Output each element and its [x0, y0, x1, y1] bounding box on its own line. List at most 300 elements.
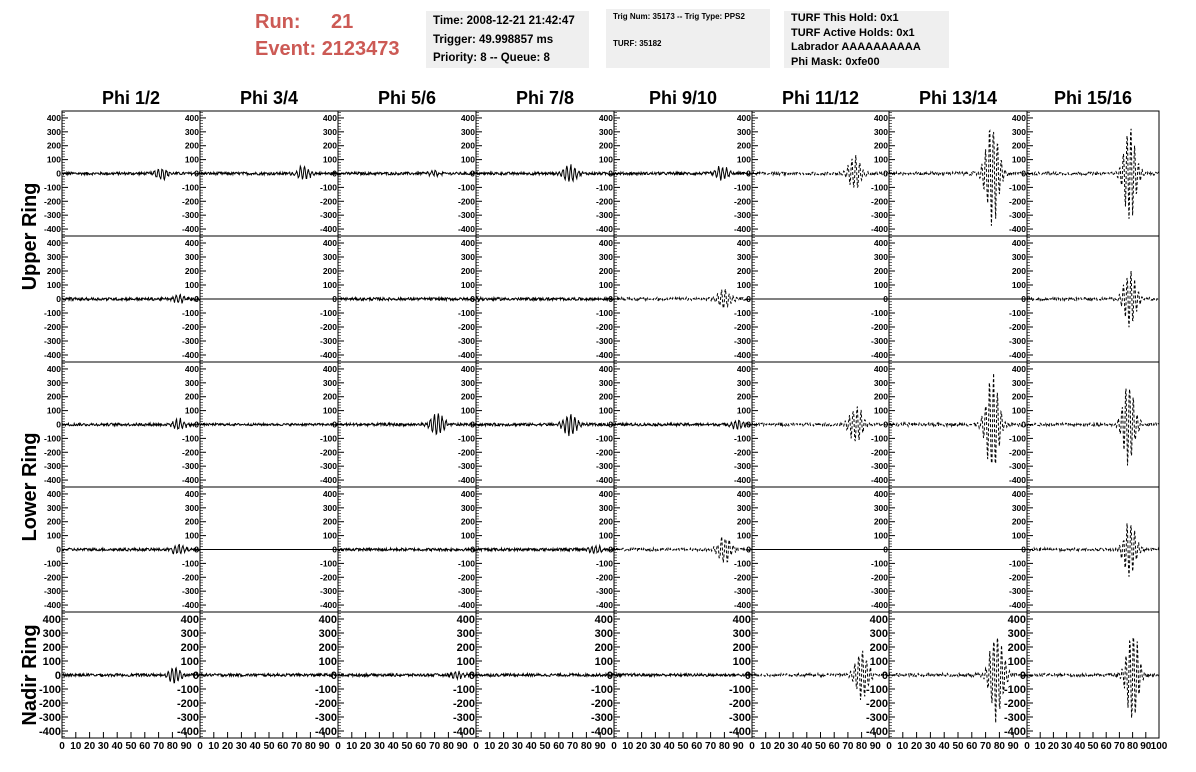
- y-tick-label: 300: [873, 502, 888, 513]
- y-tick-label: 100: [598, 405, 613, 416]
- x-tick-label: 0: [335, 741, 341, 752]
- y-tick-label: 100: [873, 405, 888, 416]
- y-tick-label: -200: [733, 321, 751, 332]
- x-tick-label: 60: [828, 741, 840, 752]
- y-tick-label: -200: [595, 321, 613, 332]
- y-tick-label: -400: [181, 349, 199, 360]
- y-tick-label: 300: [460, 126, 475, 137]
- y-tick-label: 300: [1011, 502, 1026, 513]
- y-tick-label: 200: [322, 265, 337, 276]
- y-tick-label: -100: [733, 558, 751, 569]
- y-tick-label: -400: [590, 725, 613, 738]
- y-tick-label: -400: [457, 224, 475, 235]
- y-tick-label: -400: [733, 475, 751, 486]
- x-tick-label: 50: [401, 741, 413, 752]
- y-tick-label: -400: [1003, 725, 1026, 738]
- y-tick-label: 100: [460, 530, 475, 541]
- y-tick-label: 300: [1011, 251, 1026, 262]
- x-tick-label: 0: [749, 741, 755, 752]
- x-tick-label: 60: [277, 741, 289, 752]
- y-tick-label: 300: [184, 502, 199, 513]
- y-tick-label: -100: [733, 433, 751, 444]
- y-tick-label: -100: [457, 558, 475, 569]
- y-tick-label: 100: [460, 279, 475, 290]
- run-value: 21: [331, 11, 354, 33]
- x-tick-label: 10: [70, 741, 82, 752]
- y-tick-label: -200: [181, 447, 199, 458]
- column-header: Phi 3/4: [239, 88, 299, 108]
- y-tick-label: 200: [322, 391, 337, 402]
- y-tick-label: 100: [184, 530, 199, 541]
- y-tick-label: 100: [873, 154, 888, 165]
- y-tick-label: 0: [330, 669, 337, 682]
- y-tick-label: 400: [322, 363, 337, 374]
- x-tick-label: 10: [484, 741, 496, 752]
- labrador-text: Labrador AAAAAAAAAA: [791, 41, 921, 53]
- y-tick-label: 200: [46, 516, 61, 527]
- y-tick-label: -200: [457, 447, 475, 458]
- x-tick-label: 40: [525, 741, 537, 752]
- waveform-trace: [889, 373, 1027, 463]
- x-tick-label: 60: [1100, 741, 1112, 752]
- y-tick-label: -200: [43, 447, 61, 458]
- y-tick-label: -200: [728, 697, 751, 710]
- y-tick-label: 0: [883, 168, 888, 179]
- y-tick-label: 300: [180, 627, 199, 640]
- x-tick-label: 30: [373, 741, 385, 752]
- x-tick-label: 10: [1034, 741, 1046, 752]
- y-tick-label: -100: [865, 683, 888, 696]
- row-label: Nadir Ring: [19, 624, 41, 726]
- x-tick-label: 20: [636, 741, 648, 752]
- y-tick-label: -300: [181, 335, 199, 346]
- y-tick-label: 200: [180, 641, 199, 654]
- y-tick-label: 200: [184, 391, 199, 402]
- y-tick-label: -400: [1008, 600, 1026, 611]
- x-tick-label: 50: [677, 741, 689, 752]
- y-tick-label: 0: [470, 419, 475, 430]
- waveform-trace: [1027, 271, 1159, 327]
- y-tick-label: -300: [733, 335, 751, 346]
- y-tick-label: -400: [181, 475, 199, 486]
- y-tick-label: -400: [728, 725, 751, 738]
- y-tick-label: -400: [870, 600, 888, 611]
- y-tick-label: -300: [1008, 210, 1026, 221]
- y-tick-label: 200: [46, 391, 61, 402]
- y-tick-label: 0: [744, 669, 751, 682]
- y-tick-label: -400: [319, 349, 337, 360]
- x-tick-label: 20: [84, 741, 96, 752]
- y-tick-label: 100: [1011, 405, 1026, 416]
- x-tick-label: 50: [814, 741, 827, 752]
- y-tick-label: 200: [598, 140, 613, 151]
- y-tick-label: -100: [38, 683, 61, 696]
- x-tick-label: 20: [222, 741, 234, 752]
- event-label: Event:: [255, 38, 317, 60]
- x-tick-label: 90: [732, 741, 744, 752]
- y-tick-label: 0: [608, 544, 613, 555]
- y-tick-label: -300: [176, 711, 199, 724]
- y-tick-label: 200: [873, 140, 888, 151]
- y-tick-label: 200: [42, 641, 61, 654]
- y-tick-label: -100: [43, 558, 61, 569]
- column-header: Phi 15/16: [1053, 88, 1133, 108]
- y-tick-label: 400: [46, 363, 61, 374]
- y-tick-label: 100: [736, 530, 751, 541]
- x-tick-label: 90: [1140, 741, 1152, 752]
- y-tick-label: -400: [43, 600, 61, 611]
- y-tick-label: -400: [457, 600, 475, 611]
- y-tick-label: 100: [322, 279, 337, 290]
- waveform-trace: [1027, 389, 1159, 466]
- x-tick-label: 40: [801, 741, 813, 752]
- x-tick-label: 80: [993, 741, 1005, 752]
- y-tick-label: 400: [184, 112, 199, 123]
- x-tick-label: 30: [649, 741, 661, 752]
- y-tick-label: -400: [43, 224, 61, 235]
- y-tick-label: -300: [1003, 711, 1026, 724]
- y-tick-label: -300: [595, 461, 613, 472]
- x-tick-label: 60: [691, 741, 703, 752]
- y-tick-label: -200: [319, 447, 337, 458]
- y-tick-label: 400: [1011, 363, 1026, 374]
- y-tick-label: -200: [870, 572, 888, 583]
- y-tick-label: 100: [184, 279, 199, 290]
- y-tick-label: 200: [869, 641, 888, 654]
- x-tick-label: 30: [1061, 741, 1073, 752]
- y-tick-label: 400: [736, 363, 751, 374]
- y-tick-label: -400: [1008, 475, 1026, 486]
- y-tick-label: -100: [457, 307, 475, 318]
- turf-active-holds-text: TURF Active Holds: 0x1: [791, 26, 915, 39]
- y-tick-label: -200: [457, 321, 475, 332]
- y-tick-label: 100: [598, 279, 613, 290]
- y-tick-label: 300: [1011, 377, 1026, 388]
- y-tick-label: -200: [595, 196, 613, 207]
- x-tick-label: 80: [1127, 741, 1139, 752]
- x-tick-label: 80: [718, 741, 730, 752]
- y-tick-label: 400: [180, 613, 199, 626]
- y-tick-label: -400: [452, 725, 475, 738]
- y-tick-label: -100: [457, 182, 475, 193]
- y-tick-label: -300: [452, 711, 475, 724]
- y-tick-label: 100: [1011, 530, 1026, 541]
- y-tick-label: 300: [460, 251, 475, 262]
- y-tick-label: 400: [456, 613, 475, 626]
- y-tick-label: -200: [181, 196, 199, 207]
- y-tick-label: 400: [873, 112, 888, 123]
- y-tick-label: -200: [43, 572, 61, 583]
- y-tick-label: 300: [869, 627, 888, 640]
- y-tick-label: 400: [460, 112, 475, 123]
- y-tick-label: 200: [460, 516, 475, 527]
- y-tick-label: -300: [38, 711, 61, 724]
- y-tick-label: 100: [318, 655, 337, 668]
- y-tick-label: 400: [460, 488, 475, 499]
- x-tick-label: 70: [429, 741, 441, 752]
- y-tick-label: -300: [457, 210, 475, 221]
- y-tick-label: 0: [192, 669, 199, 682]
- y-tick-label: 100: [1011, 154, 1026, 165]
- y-tick-label: -400: [595, 349, 613, 360]
- y-tick-label: -300: [181, 586, 199, 597]
- y-tick-label: -200: [314, 697, 337, 710]
- y-tick-label: -200: [38, 697, 61, 710]
- waveform-trace: [338, 671, 476, 679]
- y-tick-label: 300: [873, 251, 888, 262]
- waveform-trace: [614, 537, 752, 563]
- waveform-trace: [1027, 638, 1159, 718]
- y-tick-label: 300: [46, 126, 61, 137]
- x-tick-label: 0: [1024, 741, 1030, 752]
- waveform-trace: [614, 166, 752, 180]
- y-tick-label: 0: [56, 293, 61, 304]
- turf-this-hold-text: TURF This Hold: 0x1: [791, 12, 899, 24]
- y-tick-label: 300: [598, 502, 613, 513]
- y-tick-label: 0: [468, 669, 475, 682]
- y-tick-label: 0: [194, 168, 199, 179]
- y-tick-label: 100: [46, 154, 61, 165]
- x-tick-label: 70: [842, 741, 854, 752]
- y-tick-label: 400: [598, 488, 613, 499]
- y-tick-label: -400: [457, 475, 475, 486]
- y-tick-label: -100: [319, 433, 337, 444]
- waveform-trace: [200, 674, 338, 677]
- column-header: Phi 5/6: [377, 88, 437, 108]
- y-tick-label: -300: [595, 586, 613, 597]
- x-tick-label: 50: [263, 741, 275, 752]
- y-tick-label: -200: [1008, 447, 1026, 458]
- y-tick-label: 0: [606, 669, 613, 682]
- x-tick-label: 100: [1150, 741, 1168, 752]
- y-tick-label: -400: [595, 224, 613, 235]
- y-tick-label: 100: [594, 655, 613, 668]
- y-tick-label: -100: [181, 433, 199, 444]
- waveform-trace: [62, 544, 200, 554]
- y-tick-label: -400: [870, 349, 888, 360]
- y-tick-label: 300: [42, 627, 61, 640]
- y-tick-label: -200: [181, 572, 199, 583]
- y-tick-label: -400: [733, 224, 751, 235]
- y-tick-label: 200: [873, 391, 888, 402]
- row-label: Lower Ring: [19, 432, 41, 542]
- y-tick-label: 300: [736, 502, 751, 513]
- waveform-trace: [614, 289, 752, 308]
- y-tick-label: 300: [318, 627, 337, 640]
- y-tick-label: 200: [598, 265, 613, 276]
- y-tick-label: -100: [870, 182, 888, 193]
- waveform-trace: [200, 166, 338, 179]
- y-tick-label: -200: [733, 196, 751, 207]
- y-tick-label: 200: [184, 265, 199, 276]
- waveform-trace: [476, 674, 614, 677]
- x-tick-label: 90: [869, 741, 881, 752]
- y-tick-label: 0: [194, 544, 199, 555]
- y-tick-label: 300: [736, 126, 751, 137]
- y-tick-label: -100: [181, 182, 199, 193]
- y-tick-label: 0: [332, 544, 337, 555]
- y-tick-label: -300: [43, 335, 61, 346]
- y-tick-label: -300: [870, 461, 888, 472]
- waveform-trace: [476, 297, 614, 302]
- y-tick-label: 100: [869, 655, 888, 668]
- x-tick-label: 90: [318, 741, 330, 752]
- y-tick-label: 300: [322, 126, 337, 137]
- y-tick-label: 200: [736, 140, 751, 151]
- y-tick-label: 200: [184, 516, 199, 527]
- y-tick-label: 200: [1011, 516, 1026, 527]
- y-tick-label: 300: [873, 377, 888, 388]
- y-tick-label: -300: [733, 461, 751, 472]
- y-tick-label: 300: [184, 126, 199, 137]
- y-tick-label: -100: [870, 433, 888, 444]
- y-tick-label: -300: [181, 210, 199, 221]
- x-tick-label: 10: [622, 741, 634, 752]
- y-tick-label: 100: [322, 154, 337, 165]
- y-tick-label: 400: [184, 363, 199, 374]
- y-tick-label: 200: [460, 265, 475, 276]
- y-tick-label: 400: [869, 613, 888, 626]
- x-tick-label: 40: [249, 741, 261, 752]
- y-tick-label: -300: [43, 461, 61, 472]
- y-tick-label: -300: [319, 586, 337, 597]
- y-tick-label: 100: [736, 279, 751, 290]
- turf-number-text: TURF: 35182: [613, 39, 662, 48]
- y-tick-label: -300: [43, 586, 61, 597]
- waveform-trace: [338, 414, 476, 435]
- y-tick-label: 0: [56, 544, 61, 555]
- y-tick-label: 200: [460, 391, 475, 402]
- y-tick-label: 300: [736, 251, 751, 262]
- y-tick-label: 100: [732, 655, 751, 668]
- x-tick-label: 50: [125, 741, 137, 752]
- y-tick-label: -100: [319, 182, 337, 193]
- x-tick-label: 0: [197, 741, 203, 752]
- y-tick-label: 300: [873, 126, 888, 137]
- x-tick-label: 80: [580, 741, 592, 752]
- x-tick-label: 20: [360, 741, 372, 752]
- time-text: Time: 2008-12-21 21:42:47: [433, 15, 575, 27]
- x-tick-label: 90: [456, 741, 468, 752]
- y-tick-label: -200: [1008, 572, 1026, 583]
- waveform-trace: [1027, 129, 1159, 219]
- y-tick-label: 300: [46, 251, 61, 262]
- y-tick-label: -200: [870, 447, 888, 458]
- y-tick-label: 200: [1007, 641, 1026, 654]
- y-tick-label: 200: [46, 140, 61, 151]
- x-tick-label: 70: [705, 741, 717, 752]
- y-tick-label: 0: [883, 544, 888, 555]
- y-tick-label: 400: [1007, 613, 1026, 626]
- x-tick-label: 0: [886, 741, 892, 752]
- x-tick-label: 10: [897, 741, 909, 752]
- waveform-trace: [476, 546, 614, 554]
- y-tick-label: -400: [38, 725, 61, 738]
- y-tick-label: -400: [43, 475, 61, 486]
- y-tick-label: 300: [732, 627, 751, 640]
- y-tick-label: 100: [46, 405, 61, 416]
- y-tick-label: -100: [1008, 558, 1026, 569]
- y-tick-label: -300: [457, 586, 475, 597]
- y-tick-label: 0: [470, 168, 475, 179]
- y-tick-label: 200: [736, 516, 751, 527]
- y-tick-label: 0: [608, 168, 613, 179]
- y-tick-label: 300: [322, 377, 337, 388]
- y-tick-label: 400: [46, 112, 61, 123]
- y-tick-label: 200: [598, 391, 613, 402]
- y-tick-label: -200: [733, 572, 751, 583]
- y-tick-label: 200: [184, 140, 199, 151]
- x-tick-label: 60: [553, 741, 565, 752]
- x-tick-label: 80: [442, 741, 454, 752]
- y-tick-label: -200: [319, 321, 337, 332]
- y-tick-label: -200: [870, 196, 888, 207]
- x-tick-label: 20: [1047, 741, 1059, 752]
- y-tick-label: 400: [42, 613, 61, 626]
- y-tick-label: -200: [1008, 196, 1026, 207]
- x-tick-label: 70: [567, 741, 579, 752]
- y-tick-label: 300: [598, 377, 613, 388]
- x-tick-label: 90: [594, 741, 606, 752]
- y-tick-label: 300: [736, 377, 751, 388]
- y-tick-label: -100: [1008, 433, 1026, 444]
- y-tick-label: -300: [319, 210, 337, 221]
- y-tick-label: 100: [1007, 655, 1026, 668]
- y-tick-label: -100: [319, 307, 337, 318]
- waveform-trace: [338, 168, 476, 179]
- y-tick-label: 400: [736, 112, 751, 123]
- y-tick-label: -100: [43, 182, 61, 193]
- y-tick-label: 100: [598, 154, 613, 165]
- x-tick-label: 40: [663, 741, 675, 752]
- y-tick-label: 400: [460, 363, 475, 374]
- x-tick-label: 20: [498, 741, 510, 752]
- y-tick-label: -400: [865, 725, 888, 738]
- y-tick-label: 0: [56, 419, 61, 430]
- y-tick-label: 100: [1011, 279, 1026, 290]
- y-tick-label: 200: [873, 265, 888, 276]
- y-tick-label: 100: [184, 154, 199, 165]
- y-tick-label: -200: [1008, 321, 1026, 332]
- y-tick-label: 0: [56, 168, 61, 179]
- y-tick-label: 0: [1021, 168, 1026, 179]
- y-tick-label: 400: [1011, 112, 1026, 123]
- y-tick-label: -400: [319, 475, 337, 486]
- y-tick-label: 400: [598, 112, 613, 123]
- y-tick-label: 100: [46, 530, 61, 541]
- y-tick-label: 300: [1011, 126, 1026, 137]
- y-tick-label: -400: [733, 600, 751, 611]
- x-tick-label: 20: [773, 741, 785, 752]
- x-tick-label: 70: [291, 741, 303, 752]
- y-tick-label: 400: [1011, 488, 1026, 499]
- y-tick-label: 400: [460, 237, 475, 248]
- y-tick-label: 100: [598, 530, 613, 541]
- y-tick-label: 400: [736, 488, 751, 499]
- y-tick-label: 100: [873, 530, 888, 541]
- waveform-trace: [62, 668, 200, 683]
- y-tick-label: -400: [1008, 224, 1026, 235]
- waveform-trace: [752, 155, 889, 187]
- y-tick-label: -300: [870, 210, 888, 221]
- x-tick-label: 50: [1087, 741, 1099, 752]
- column-header: Phi 13/14: [918, 88, 998, 108]
- column-header: Phi 9/10: [648, 88, 718, 108]
- waveform-trace: [62, 418, 200, 429]
- y-tick-label: -100: [728, 683, 751, 696]
- y-tick-label: -100: [452, 683, 475, 696]
- y-tick-label: -100: [314, 683, 337, 696]
